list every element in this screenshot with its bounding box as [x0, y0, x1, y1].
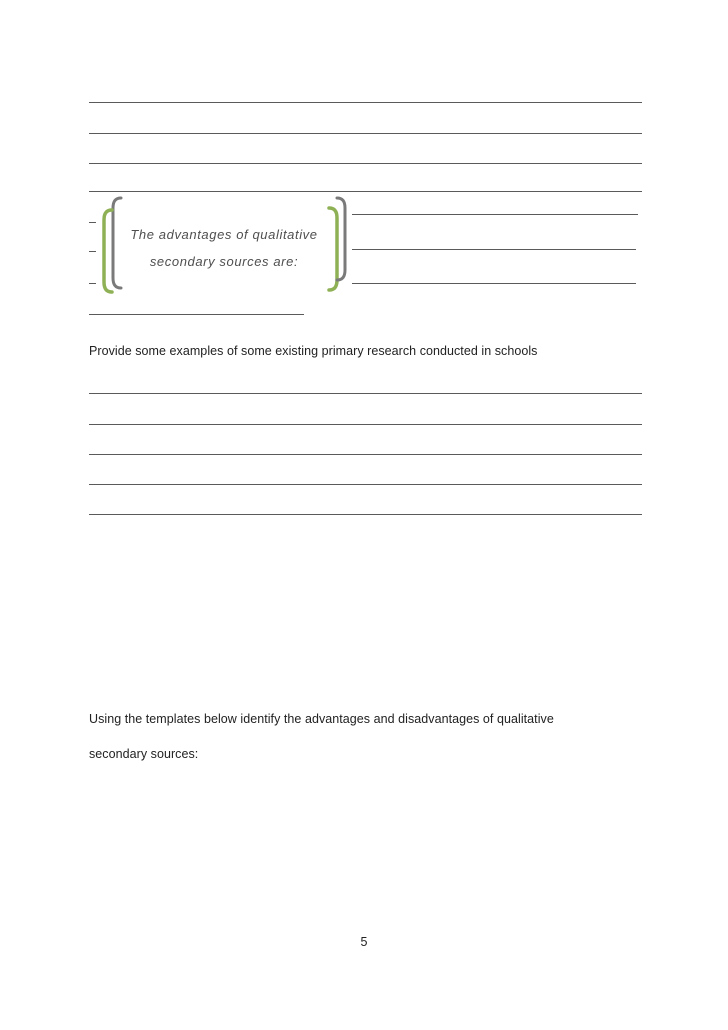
left-grey-bracket: [113, 198, 121, 288]
answer-line: [89, 424, 642, 425]
callout-heading-line-2: secondary sources are:: [149, 254, 299, 269]
answer-line: [89, 102, 642, 103]
bracket-frame: [96, 194, 352, 294]
answer-line: [89, 191, 642, 192]
answer-line-segment: [352, 214, 638, 215]
answer-line-stub: [89, 222, 96, 223]
answer-line: [89, 454, 642, 455]
right-green-bracket: [329, 208, 337, 290]
page-number: 5: [360, 935, 368, 949]
answer-line-stub: [89, 251, 96, 252]
answer-line: [89, 133, 642, 134]
left-green-bracket: [104, 210, 112, 292]
answer-line: [89, 514, 642, 515]
instruction-line-2: secondary sources:: [89, 747, 199, 761]
callout-heading-line-1: The advantages of qualitative: [130, 227, 318, 242]
answer-line-stub: [89, 283, 96, 284]
answer-line: [89, 163, 642, 164]
answer-line: [89, 484, 642, 485]
question-primary-research: Provide some examples of some existing primary research conducted in schools: [89, 344, 538, 358]
answer-line-segment: [352, 249, 636, 250]
instruction-line-1: Using the templates below identify the advantages and disadvantages of qualitative: [89, 712, 554, 726]
answer-line: [89, 393, 642, 394]
answer-line-short: [89, 314, 304, 315]
bracket-callout: [96, 194, 352, 294]
answer-line-segment: [352, 283, 636, 284]
